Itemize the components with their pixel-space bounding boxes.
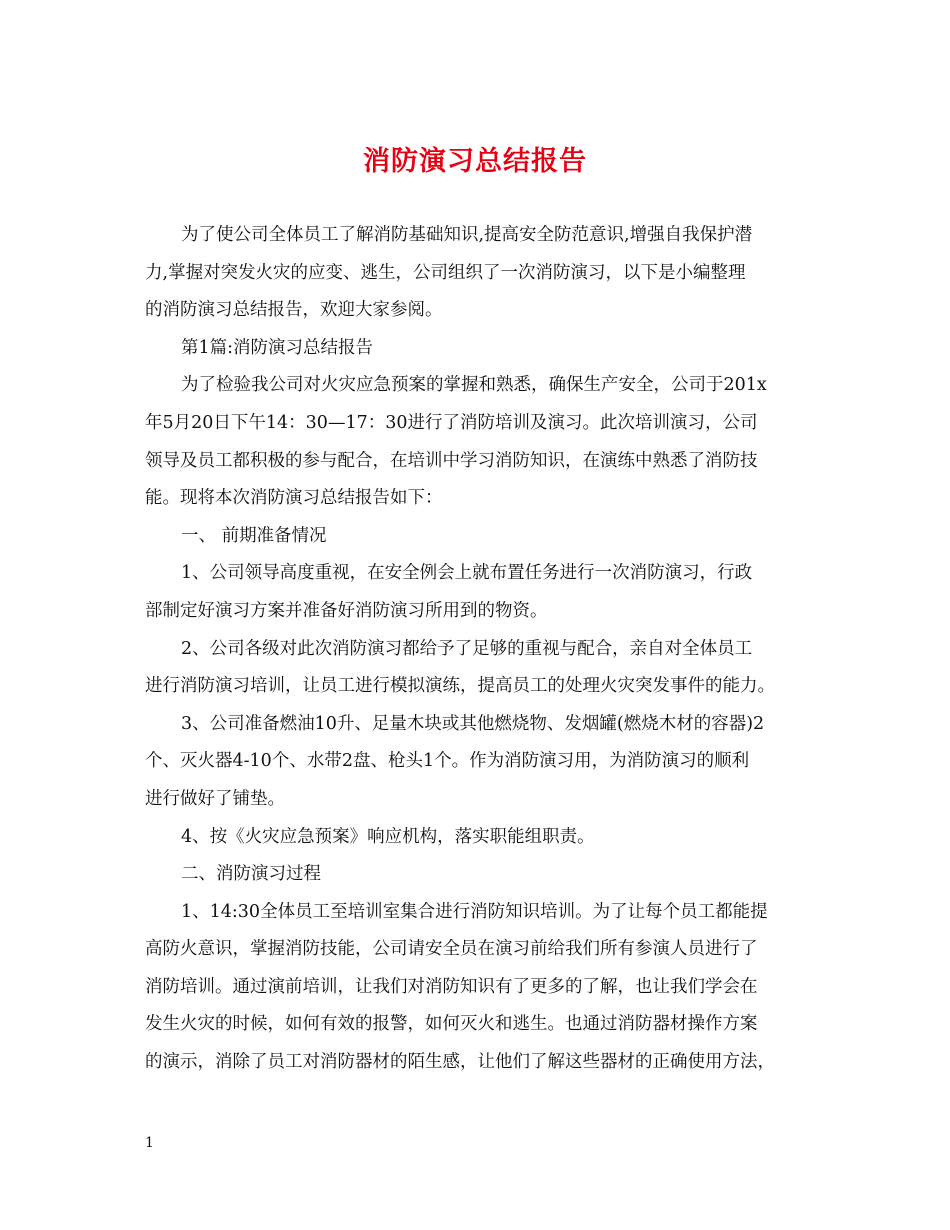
body-line: 的演示，消除了员工对消防器材的陌生感，让他们了解这些器材的正确使用方法， — [145, 1052, 775, 1073]
section-heading: 一、 前期准备情况 — [181, 525, 327, 546]
body-line: 发生火灾的时候，如何有效的报警，如何灭火和逃生。也通过消防器材操作方案 — [145, 1014, 758, 1035]
page-number: 1 — [145, 1135, 154, 1151]
body-line: 消防培训。通过演前培训，让我们对消防知识有了更多的了解，也让我们学会在 — [145, 976, 758, 997]
document-title: 消防演习总结报告 — [363, 146, 587, 177]
body-line: 个、灭火器4-10个、水带2盘、枪头1个。作为消防演习用，为消防演习的顺利 — [145, 751, 750, 772]
body-line: 3、公司准备燃油10升、足量木块或其他燃烧物、发烟罐(燃烧木材的容器)2 — [181, 713, 765, 734]
section-heading: 二、消防演习过程 — [181, 864, 321, 885]
document-body — [145, 217, 810, 1082]
body-line: 1、14:30全体员工至培训室集合进行消防知识培训。为了让每个员工都能提 — [181, 901, 768, 922]
body-line: 部制定好演习方案并准备好消防演习所用到的物资。 — [145, 600, 548, 621]
body-line: 高防火意识，掌握消防技能，公司请安全员在演习前给我们所有参演人员进行了 — [145, 939, 758, 960]
body-line: 4、按《火灾应急预案》响应机构，落实职能组职责。 — [181, 826, 595, 847]
body-line: 为了检验我公司对火灾应急预案的掌握和熟悉，确保生产安全，公司于201x — [181, 375, 767, 396]
body-line: 1、公司领导高度重视，在安全例会上就布置任务进行一次消防演习，行政 — [181, 563, 753, 584]
body-line: 进行消防演习培训，让员工进行模拟演练，提高员工的处理火灾突发事件的能力。 — [145, 676, 775, 697]
body-line: 为了使公司全体员工了解消防基础知识,提高安全防范意识,增强自我保护潜 — [181, 225, 753, 245]
section-heading: 第1篇:消防演习总结报告 — [181, 337, 374, 358]
body-line: 进行做好了铺垫。 — [145, 788, 285, 809]
body-line: 年5月20日下午14：30—17：30进行了消防培训及演习。此次培训演习，公司 — [145, 412, 758, 433]
body-line: 能。现将本次消防演习总结报告如下： — [145, 488, 443, 509]
body-line: 2、公司各级对此次消防演习都给予了足够的重视与配合，亲自对全体员工 — [181, 638, 753, 659]
body-line: 的消防演习总结报告，欢迎大家参阅。 — [145, 300, 443, 321]
body-line: 力,掌握对突发火灾的应变、逃生，公司组织了一次消防演习，以下是小编整理 — [145, 262, 746, 283]
body-line: 领导及员工都积极的参与配合，在培训中学习消防知识，在演练中熟悉了消防技 — [145, 450, 758, 471]
